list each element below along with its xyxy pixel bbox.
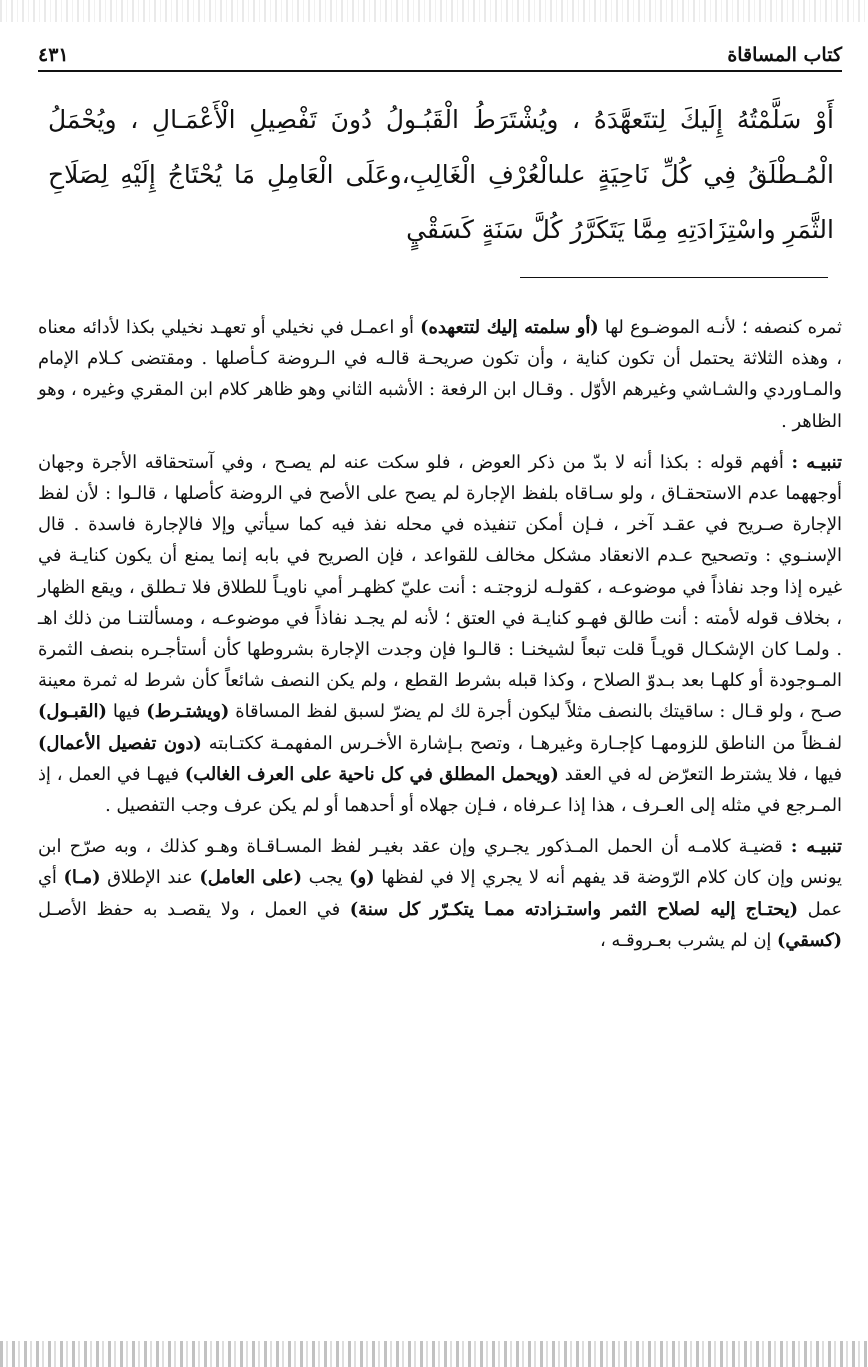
matn-text: أَوْ سَلَّمْتُهُ إِلَيكَ لِتتَعهَّدَهُ ، ويُشْتَرَطُ الْقَبُـولُ دُونَ تَفْصِيلِ الْأَعْمَـالِ ، ويُحْمَلُ الْمُـطْلَقُ فِي كُلِّ نَاحِيَةٍ علىالْعُرْفِ الْغَالِبِ،وعَلَى الْعَامِلِ مَا يُحْتَاجُ إِلَيْهِ لِصَلَاحِ الثَّمَرِ واسْتِزَادَتِهِ مِمَّا يَتَكَرَّرُ كُلَّ سَنَةٍ كَسَقْيٍ [48,105,834,244]
matn-quote: (دون تفصيل الأعمال) [38,732,202,754]
matn-quote: (ويشتـرط) [146,701,230,723]
commentary-body [38,312,842,966]
matn-quote: (القبـول) [38,701,107,723]
commentary-paragraph [38,312,842,437]
matn-quote: (ويحمل المطلق في كل ناحية على العرف الغالب) [184,763,559,785]
running-header [38,36,842,66]
commentary-text: فيهـا في العمل ، إذ المـرجع في مثله إلى العـرف ، هذا إذا عـرفاه ، فـإن جهلاه أو أحدهما أو لم يكن عرف وجب التفصيل . [38,763,842,817]
matn-quote: (على العامل) [199,867,302,889]
commentary-text: فيها [106,701,147,723]
matn-quote: تنبيـه : [791,451,842,473]
commentary-text: قضيـة كلامـه أن الحمل المـذكور يجـري وإن عقد بغيـر لفظ المسـاقـاة وهـو كذلك ، وبه صرّح ابن يونس وإن كان كلام الرّوضة قد يفهم أنه لا يجري إلا في لفظها [38,836,843,889]
scan-edge-top [0,0,868,22]
commentary-text: في العمل ، ولا يقصـد به حفظ الأصـل [38,898,350,920]
commentary-text: أي عمل [38,867,843,920]
commentary-text: أفهم قوله : بكذا أنه لا بدّ من ذكر العوض ، فلو سكت عنه لم يصـح ، وفي آستحقاقه الأجرة وجهان أوجههما عدم الاستحقـاق ، ولو سـاقاه بلفظ الإجارة لم يصح على الأصح في الروضة كأصلها ، قالـوا : لأن لفظ الإجارة صـريح في عقـد آخر ، فـإن أمكن تنفيذه في محله نفذ فيه كما سيأتي وإلا فالإجارة فاسدة . قال الإسنـوي : وتصحيح عـدم الانعقاد مشكل مخالف للقواعد ، فإن الصريح في بابه إنما يمنع أن يكون كنايـة في غيره إذا وجد نفاذاً في موضوعـه ، كقولـه لزوجتـه : أنت عليّ كظهـر أمي ناويـاً للطلاق فلا تـطلق ، ويقع الظهار ، بخلاف قوله لأمته : أنت طالق فهـو كنايـة في العتق ؛ لأنه لم يجـد نفاذاً في موضوعـه ، ومسألتنـا من ذلك اهـ . ولمـا كان الإشكـال قويـاً قلت تبعاً لشيخنـا : قالـوا فإن وجدت الإجارة بشروطها كأن أستأجـره بنصف الثمرة المـوجودة أو كلهـا بعد بـدوّ الصلاح ، وكذا قبله بشرط القطع ، ولم يكن النصف شائعاً كأن شرط له ثمرة معينة صـح ، ولو قـال : ساقيتك بالنصف مثلاً ليكون أجرة لك لم يضرّ لسبق لفظ المساقاة [38,451,842,723]
matn-quote: (مـا) [63,867,101,889]
commentary-text: فيها ، فلا يشترط التعرّض له في العقد [558,763,842,785]
commentary-paragraph [38,831,842,956]
commentary-text: لفـظاً من الناطق للزومهـا كإجـارة وغيرهـا ، وتصح بـإشارة الأخـرس المفهمـة ككتـابته [201,732,842,754]
commentary-paragraph [38,447,842,821]
matn-quote: (كسقي) [777,929,842,951]
header-rule [38,70,842,72]
commentary-text: يجب [301,867,350,889]
commentary-text: إن لم يشرب بعـروقـه ، [600,929,778,951]
scan-edge-bottom [0,1341,868,1367]
page-number: ٤٣١ [38,44,69,66]
matn-quote: (أو سلمته إليك لتتعهده) [420,317,599,338]
matn-quote: تنبيـه : [790,836,842,858]
commentary-text: ثمره كنصفه ؛ لأنـه الموضـوع لها [598,317,842,338]
footnote-divider [520,277,828,278]
matn-quote: (و) [349,867,375,889]
book-title: كتاب المساقاة [727,44,842,66]
commentary-text: أو اعمـل في نخيلي أو تعهـد نخيلي بكذا لأدائه معناه ، وهذه الثلاثة يحتمل أن تكون كناية ، وأن تكون صريحـة قالـه في الـروضة كـأصلها . ومقتضى كـلام الإمام والمـاوردي والشـاشي وغيرهم الأوّل . وقـال ابن الرفعة : الأشبه الثاني وهو ظاهر كلام ابن المقري وغيره ، وهو الظاهر . [38,317,842,432]
commentary-text: عند الإطلاق [100,867,200,889]
matn-quote: (يحتـاج إليه لصلاح الثمر واستـزادته ممـا يتكـرّر كل سنة) [349,898,798,920]
